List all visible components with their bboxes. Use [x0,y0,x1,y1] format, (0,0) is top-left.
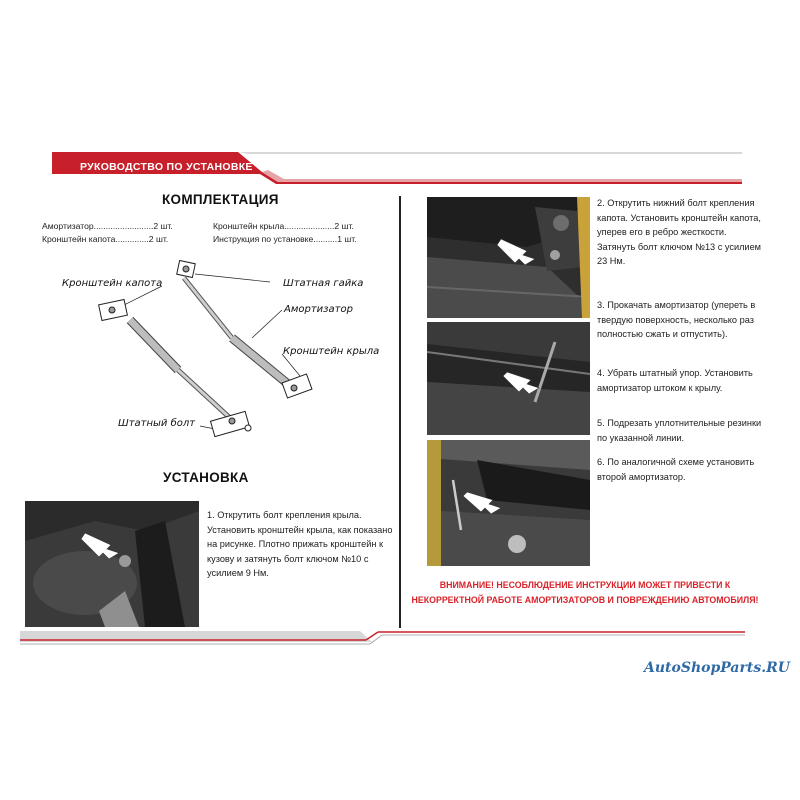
install-title: УСТАНОВКА [163,470,249,485]
label-wing-bracket: Кронштейн крыла [283,346,380,357]
label-standard-bolt: Штатный болт [118,418,196,429]
kit-title: КОМПЛЕКТАЦИЯ [162,192,279,207]
kit-item: Амортизатор.........................2 шт. [42,221,173,231]
step-2-photo [427,197,590,318]
label-hood-bracket: Кронштейн капота [62,278,163,289]
install-step: 3. Прокачать амортизатор (упереть в твердую поверхность, несколько раз полностью сжать и отпустить). [597,300,756,339]
site-watermark: AutoShopParts.RU [644,660,790,676]
kit-item: Кронштейн крыла.....................2 шт. [213,221,354,231]
step-1-photo [25,501,199,627]
install-step: 2. Открутить нижний болт крепления капота. Установить кронштейн капота, уперев его в ребро жесткости. Затянуть болт ключом №13 с усилием 23 Нм. [597,198,761,266]
step-5-photo [427,440,590,566]
footer-divider [0,630,800,660]
install-step: 5. Подрезать уплотнительные резинки по указанной линии. [597,418,762,443]
install-step: 4. Убрать штатный упор. Установить амортизатор штоком к крылу. [597,368,753,393]
kit-item: Кронштейн капота..............2 шт. [42,234,169,244]
label-shock: Амортизатор [284,304,353,315]
label-standard-nut: Штатная гайка [283,278,364,289]
step-3-photo [427,322,590,435]
install-step: 1. Открутить болт крепления крыла. Установить кронштейн крыла, как показано на рисунке. Плотно прижать кронштейн к кузову и затянуть болт ключом №10 с усилием 9 Нм. [207,510,393,578]
warning-text: ВНИМАНИЕ! НЕСОБЛЮДЕНИЕ ИНСТРУКЦИИ МОЖЕТ ПРИВЕСТИ К НЕКОРРЕКТНОЙ РАБОТЕ АМОРТИЗАТОРОВ И ПОВРЕЖДЕНИЮ АВТОМОБИЛЯ! [411,580,759,605]
shock-short [99,299,251,436]
header-title: РУКОВОДСТВО ПО УСТАНОВКЕ [80,161,253,173]
kit-item: Инструкция по установке..........1 шт. [213,234,357,244]
install-step: 6. По аналогичной схеме установить второй амортизатор. [597,457,755,482]
